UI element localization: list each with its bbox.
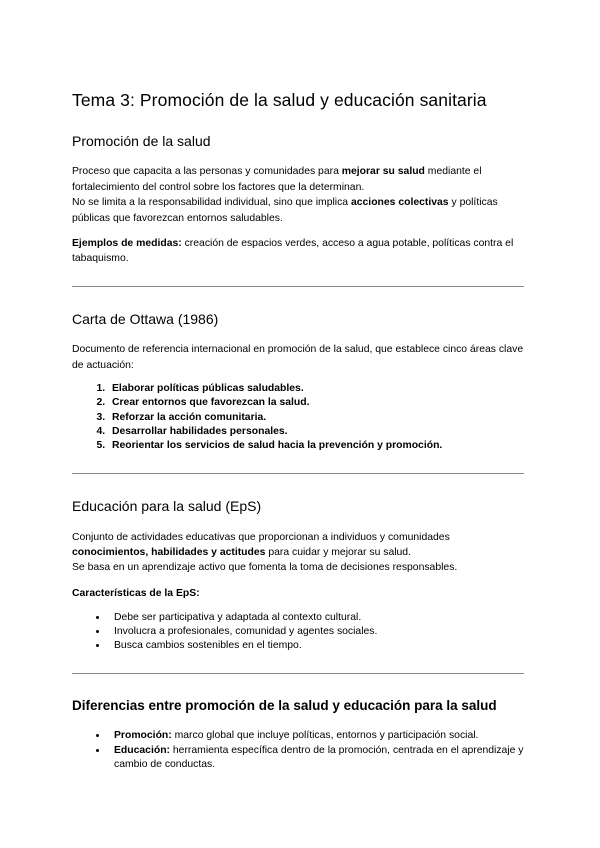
list-item: • Debe ser participativa y adaptada al contexto cultural.: [108, 611, 524, 625]
text: herramienta específica dentro de la promoción, centrada en el aprendizaje y cambio de conductas.: [114, 744, 524, 770]
document-title: Tema 3: Promoción de la salud y educación sanitaria: [72, 90, 487, 110]
paragraph-examples: [72, 236, 524, 267]
divider: [72, 673, 524, 674]
text: para cuidar y mejorar su salud.: [265, 547, 411, 559]
list-item: 1. Elaborar políticas públicas saludables.: [108, 382, 524, 396]
diferencias-list: [72, 729, 524, 772]
paragraph-ottawa-intro: Documento de referencia internacional en promoción de la salud, que establece cinco áreas clave de actuación:: [72, 344, 524, 371]
heading-diferencias: Diferencias entre promoción de la salud y educación para la salud: [72, 698, 497, 714]
heading-ottawa: Carta de Ottawa (1986): [72, 310, 219, 327]
text: No se limita a la responsabilidad individual, sino que implica: [72, 197, 351, 209]
list-item: [108, 729, 524, 743]
divider: [72, 286, 524, 287]
list-item: 2. Crear entornos que favorezcan la salud.: [108, 396, 524, 410]
bold-text: Promoción:: [114, 730, 172, 742]
list-item: 3. Reforzar la acción comunitaria.: [108, 411, 524, 425]
divider: [72, 473, 524, 474]
list-item: 5. Reorientar los servicios de salud hacia la prevención y promoción.: [108, 439, 524, 453]
heading-eps: Educación para la salud (EpS): [72, 498, 262, 515]
text: y políticas públicas que favorezcan entornos saludables.: [72, 197, 498, 224]
bold-text: conocimientos, habilidades y actitudes: [72, 547, 266, 559]
bold-text: acciones colectivas: [350, 197, 449, 209]
heading-promocion: Promoción de la salud: [72, 132, 211, 149]
text: mediante el fortalecimiento del control sobre los factores que la determinan.: [72, 166, 482, 193]
list-item: [108, 744, 524, 772]
paragraph-eps-definition: [72, 530, 524, 576]
text: Se basa en un aprendizaje activo que fomenta la toma de decisiones responsables.: [72, 562, 458, 574]
text: Proceso que capacita a las personas y comunidades para: [72, 166, 342, 178]
ottawa-list: [72, 382, 524, 453]
bold-text: Ejemplos de medidas:: [72, 238, 182, 249]
list-item: • Busca cambios sostenibles en el tiempo.: [108, 639, 524, 653]
paragraph-promocion-definition: [72, 164, 524, 226]
eps-list: [72, 611, 524, 654]
list-item: 4. Desarrollar habilidades personales.: [108, 425, 524, 439]
document-page: [72, 90, 524, 772]
bold-text: Educación:: [114, 744, 171, 756]
list-item: • Involucra a profesionales, comunidad y agentes sociales.: [108, 625, 524, 639]
text: marco global que incluye políticas, entornos y participación social.: [171, 730, 479, 742]
text: creación de espacios verdes, acceso a agua potable, políticas contra el tabaquismo.: [72, 238, 514, 265]
text: Conjunto de actividades educativas que proporcionan a individuos y comunidades: [72, 531, 450, 543]
subheading-caracteristicas: Características de la EpS:: [72, 587, 200, 599]
bold-text: mejorar su salud: [341, 166, 425, 178]
